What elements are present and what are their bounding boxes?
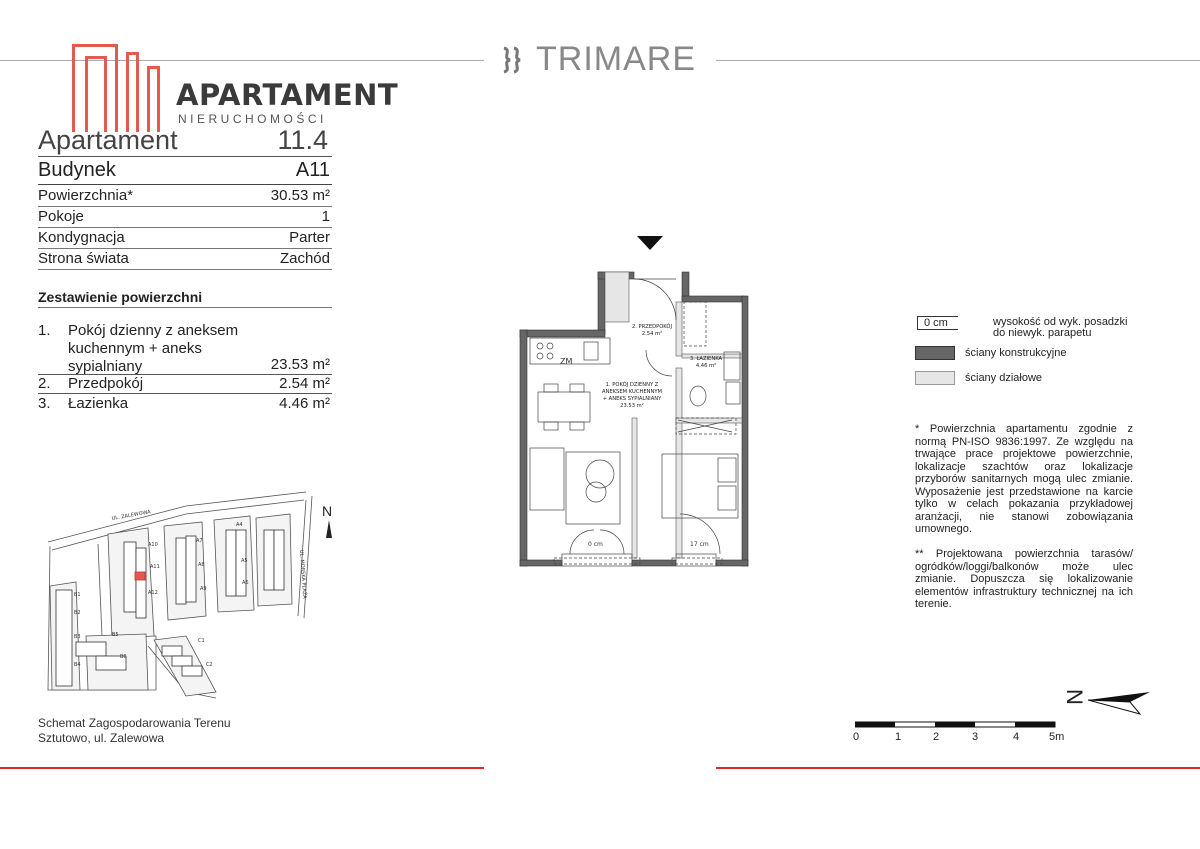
area-line: Przedpokój [68,375,144,392]
sill-text: wysokość od wyk. posadzki [993,316,1128,328]
svg-text:A11: A11 [150,564,160,570]
area-item [38,322,332,375]
svg-text:C1: C1 [198,638,205,644]
caption-line: Schemat Zagospodarowania Terenu [38,716,231,730]
detail-row [38,207,332,228]
area-item [38,375,332,394]
structural-swatch [915,346,955,360]
logo-sub-text: NIERUCHOMOŚCI [178,112,327,126]
caption-line: Sztutowo, ul. Zalewowa [38,731,165,745]
svg-text:A6: A6 [242,580,249,586]
detail-label: Strona świata [38,250,129,267]
area-line: Łazienka [68,395,129,412]
svg-text:A10: A10 [148,542,158,548]
scale-label: 0 [853,731,860,743]
svg-text:A12: A12 [148,590,158,596]
detail-value: Parter [289,229,330,246]
room2-area: 2.54 m² [641,331,663,337]
detail-value: 30.53 m² [270,187,330,204]
area-item [38,395,332,413]
room2-label: 2. PRZEDPOKÓJ [631,324,673,330]
apartment-title-row [38,126,332,157]
legend-sill [915,316,1155,342]
room1-label: 1. POKÓJ DZIENNY Z [605,382,659,388]
sill-symbol: 0 cm [917,316,958,330]
room1-label: + ANEKS SYPIALNIANY [602,396,662,402]
svg-text:B2: B2 [74,610,81,616]
scale-label: 2 [933,731,940,743]
svg-text:A8: A8 [198,562,205,568]
street-label: UL. ZALEWOWA [111,509,152,522]
area-value: 23.53 m² [270,356,330,373]
detail-row [38,249,332,270]
svg-text:A5: A5 [241,558,248,564]
svg-text:B5: B5 [112,632,119,638]
site-north-arrow [322,503,332,538]
detail-row [38,186,332,207]
svg-text:A4: A4 [236,522,243,528]
compass [1061,684,1156,720]
building-label: Budynek [38,159,116,181]
compass-letter: N [1061,689,1087,705]
scale-label: 1 [895,731,902,743]
detail-label: Kondygnacja [38,229,125,246]
svg-text:A7: A7 [196,538,203,544]
brand-name: TRIMARE [536,40,696,78]
header-rule-right [716,60,1200,61]
svg-text:A9: A9 [200,586,207,592]
floor-plan [512,268,767,573]
partition-swatch [915,371,955,385]
footer-rule-right [716,767,1200,769]
scale-label: 3 [972,731,979,743]
area-num: 1. [38,322,51,339]
zm-label: ZM [560,357,573,366]
structural-label: ściany konstrukcyjne [965,347,1067,359]
site-plan [36,486,346,706]
room1-label: ANEKSEM KUCHENNYM [601,389,663,395]
sill-label: 0 cm [588,541,603,548]
apartment-number: 11.4 [277,125,328,155]
apartment-label: Apartament [38,125,178,155]
brand-logo [500,40,710,80]
room1-area: 23.53 m² [620,403,644,409]
sill-text: do niewyk. parapetu [993,327,1092,339]
note-area: * Powierzchnia apartamentu zgodnie z normą PN-ISO 9836:1997. Ze względu na trwające prace projektowe powierzchnie, lokalizacje szachtów oraz lokalizacje przyborów sanitarnych mogą ulec zmianie. Wyposażenie jest przedstawione na karcie tylko w celach pokazania przykładowej aranżacji, nie stanowi zobowiązania umownego. [915,423,1133,535]
sill-label: 17 cm [690,541,709,548]
detail-label: Pokoje [38,208,84,225]
detail-value: Zachód [279,250,330,267]
footer-rule-left [0,767,484,769]
street-label: UL. MORSKA PLAŻA [298,549,308,599]
compass-arrow-icon [1086,686,1152,716]
partition-label: ściany działowe [965,372,1043,384]
note-balcony: ** Projektowana powierzchnia tarasów/ ogródków/loggi/balkonów może ulec zmianie. Dopuszcza się lokalizowanie elementów infrastruktury technicznej na ich terenie. [915,548,1133,610]
area-num: 3. [38,395,51,412]
area-value: 4.46 m² [279,395,330,412]
scale-label: 5m [1049,731,1065,743]
waves-icon [500,44,534,76]
area-line: sypialniany [68,358,143,375]
svg-text:C2: C2 [206,662,213,668]
company-logo [70,42,399,134]
svg-text:B1: B1 [74,592,81,598]
detail-row [38,228,332,249]
svg-text:B6: B6 [120,654,127,660]
logo-main-text: APARTAMENT [176,78,399,112]
area-num: 2. [38,375,51,392]
building-value: A11 [295,159,330,181]
highlighted-building [135,572,145,580]
detail-value: 1 [321,208,330,225]
area-value: 2.54 m² [279,375,330,392]
areas-title: Zestawienie powierzchni [38,289,203,305]
svg-text:B3: B3 [74,634,81,640]
scale-label: 4 [1013,731,1020,743]
entrance-arrow-icon [637,236,663,250]
scale-bar-graphic [855,721,1060,729]
detail-label: Powierzchnia* [38,187,134,204]
area-line: kuchennym + aneks [68,340,202,357]
svg-text:B4: B4 [74,662,81,668]
building-bars-icon [70,42,164,134]
scale-bar [853,721,1065,751]
room3-label: 3. ŁAZIENKA [689,356,723,362]
site-plan-caption [38,716,231,746]
svg-text:N: N [322,503,333,519]
building-row [38,160,332,185]
areas-heading-row [38,286,332,308]
area-line: Pokój dzienny z aneksem [68,322,239,339]
room3-area: 4.46 m² [695,363,717,369]
